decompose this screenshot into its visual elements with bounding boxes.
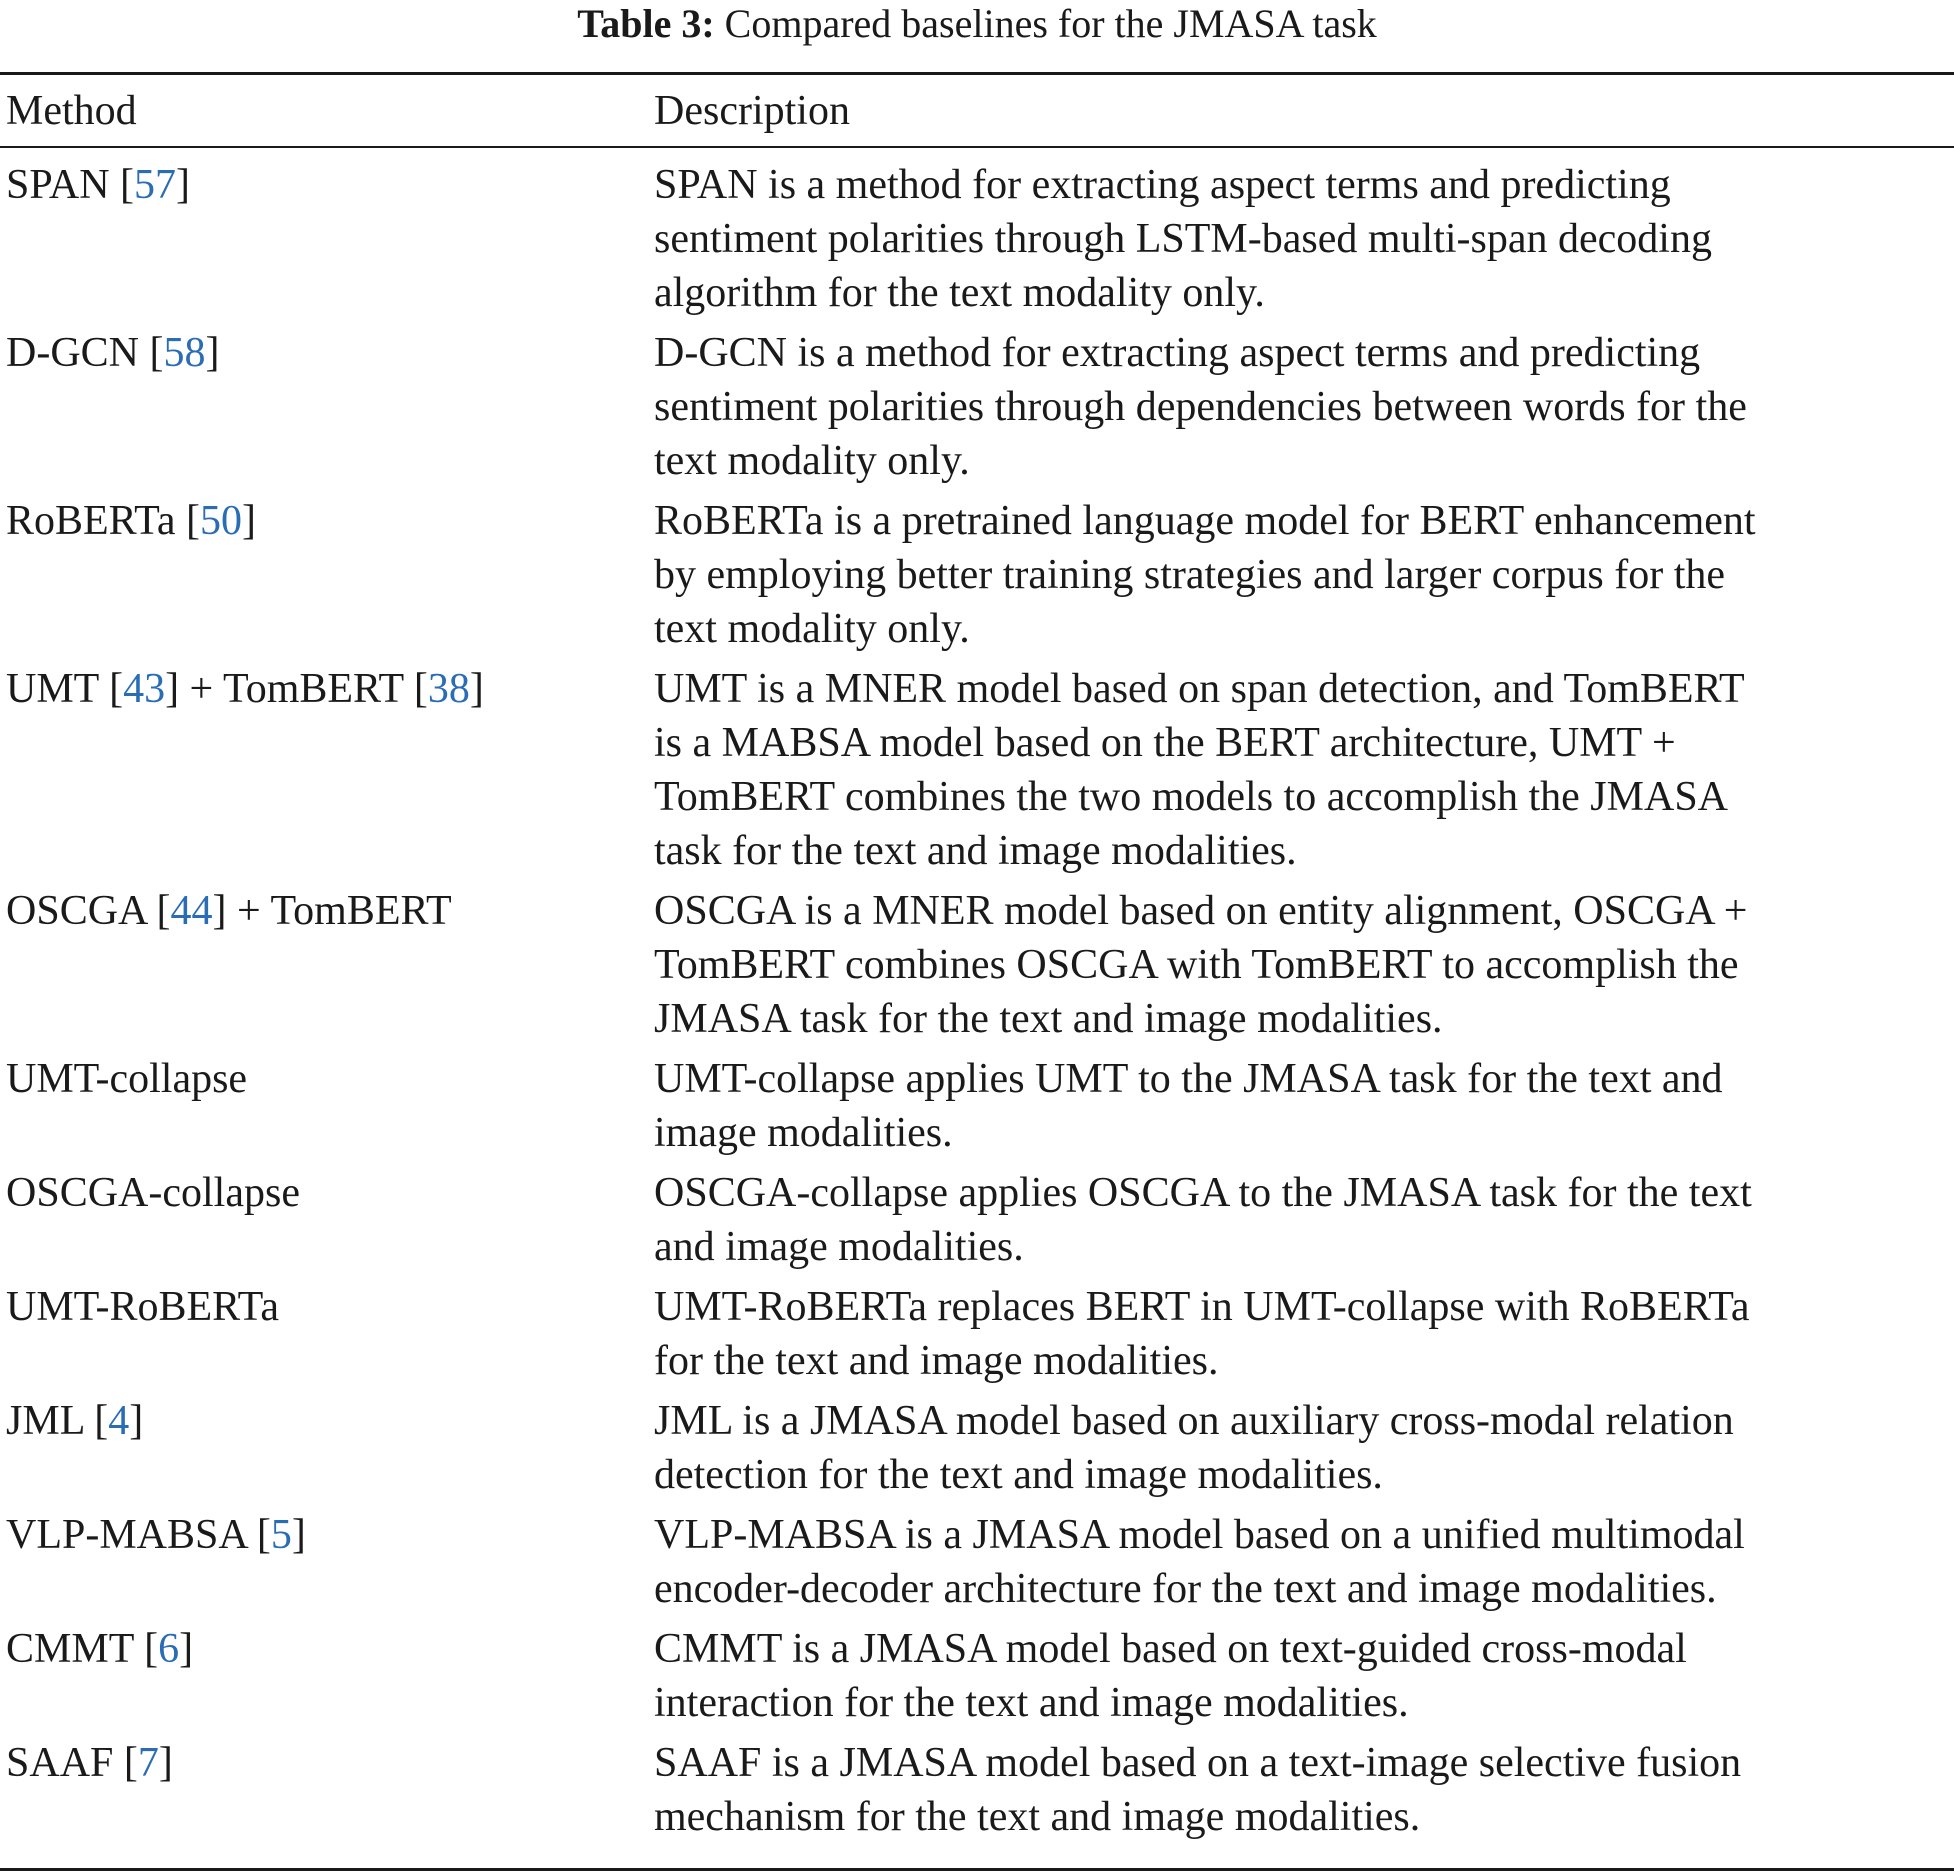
citation-link[interactable]: 50	[200, 498, 243, 544]
table-row	[0, 662, 1954, 878]
method-name: JML [	[6, 1398, 109, 1444]
description-cell	[654, 1508, 1954, 1616]
description-line: and image modalities.	[654, 1224, 1024, 1270]
method-name: ] + TomBERT [	[165, 666, 428, 712]
description-line: encoder-decoder architecture for the text and image modalities.	[654, 1566, 1717, 1612]
method-cell	[6, 494, 646, 548]
header-rule	[0, 146, 1954, 148]
table-header	[0, 82, 1954, 140]
method-cell	[6, 1508, 646, 1562]
method-name: OSCGA [	[6, 888, 171, 934]
description-cell	[654, 326, 1954, 488]
table-label: Table 3:	[577, 1, 715, 46]
method-name: SPAN [	[6, 162, 135, 208]
description-line: OSCGA-collapse applies OSCGA to the JMASA task for the text	[654, 1170, 1752, 1216]
description-line: CMMT is a JMASA model based on text-guided cross-modal	[654, 1626, 1687, 1672]
description-line: SAAF is a JMASA model based on a text-image selective fusion	[654, 1740, 1742, 1786]
description-line: sentiment polarities through dependencies between words for the	[654, 384, 1747, 430]
top-rule	[0, 72, 1954, 75]
method-name: UMT-collapse	[6, 1056, 248, 1102]
method-name: D-GCN [	[6, 330, 164, 376]
method-name: ]	[158, 1740, 173, 1786]
description-line: UMT-RoBERTa replaces BERT in UMT-collapse with RoBERTa	[654, 1284, 1750, 1330]
citation-link[interactable]: 38	[427, 666, 470, 712]
citation-link[interactable]: 58	[163, 330, 206, 376]
description-line: RoBERTa is a pretrained language model for BERT enhancement	[654, 498, 1756, 544]
description-line: interaction for the text and image modalities.	[654, 1680, 1409, 1726]
description-line: for the text and image modalities.	[654, 1338, 1219, 1384]
table-row	[0, 494, 1954, 656]
method-cell	[6, 1166, 646, 1220]
method-name: UMT-RoBERTa	[6, 1284, 279, 1330]
description-cell	[654, 884, 1954, 1046]
method-name: SAAF [	[6, 1740, 138, 1786]
citation-link[interactable]: 57	[134, 162, 177, 208]
method-cell	[6, 158, 646, 212]
citation-link[interactable]: 7	[137, 1740, 159, 1786]
table-caption	[0, 0, 1954, 52]
description-line: by employing better training strategies and larger corpus for the	[654, 552, 1726, 598]
description-line: image modalities.	[654, 1110, 953, 1156]
method-cell	[6, 662, 646, 716]
method-cell	[6, 1622, 646, 1676]
method-name: ]	[176, 162, 191, 208]
citation-link[interactable]: 4	[108, 1398, 130, 1444]
header-description: Description	[654, 88, 850, 134]
description-line: OSCGA is a MNER model based on entity alignment, OSCGA +	[654, 888, 1748, 934]
description-cell	[654, 158, 1954, 320]
description-cell	[654, 494, 1954, 656]
citation-link[interactable]: 5	[270, 1512, 292, 1558]
method-cell	[6, 884, 646, 938]
method-name: ] + TomBERT	[212, 888, 452, 934]
description-cell	[654, 1280, 1954, 1388]
description-line: VLP-MABSA is a JMASA model based on a unified multimodal	[654, 1512, 1745, 1558]
table-row	[0, 1166, 1954, 1274]
citation-link[interactable]: 43	[123, 666, 166, 712]
method-name: ]	[129, 1398, 144, 1444]
method-name: OSCGA-collapse	[6, 1170, 300, 1216]
method-name: ]	[291, 1512, 306, 1558]
description-line: JMASA task for the text and image modalities.	[654, 996, 1443, 1042]
description-line: is a MABSA model based on the BERT architecture, UMT +	[654, 720, 1676, 766]
method-name: RoBERTa [	[6, 498, 201, 544]
description-line: UMT-collapse applies UMT to the JMASA task for the text and	[654, 1056, 1723, 1102]
table-row	[0, 158, 1954, 320]
method-name: UMT [	[6, 666, 124, 712]
description-line: algorithm for the text modality only.	[654, 270, 1265, 316]
description-line: text modality only.	[654, 606, 970, 652]
method-name: ]	[469, 666, 484, 712]
method-name: VLP-MABSA [	[6, 1512, 271, 1558]
method-name: CMMT [	[6, 1626, 159, 1672]
method-name: ]	[205, 330, 220, 376]
method-name: ]	[179, 1626, 194, 1672]
description-line: UMT is a MNER model based on span detection, and TomBERT	[654, 666, 1745, 712]
description-line: TomBERT combines the two models to accomplish the JMASA	[654, 774, 1729, 820]
description-cell	[654, 1052, 1954, 1160]
header-method: Method	[6, 88, 137, 134]
description-line: text modality only.	[654, 438, 970, 484]
table-row	[0, 1622, 1954, 1730]
description-line: sentiment polarities through LSTM-based multi-span decoding	[654, 216, 1712, 262]
description-line: mechanism for the text and image modalities.	[654, 1794, 1421, 1840]
description-cell	[654, 1394, 1954, 1502]
table-row	[0, 1280, 1954, 1388]
description-line: D-GCN is a method for extracting aspect terms and predicting	[654, 330, 1701, 376]
description-cell	[654, 1622, 1954, 1730]
description-line: TomBERT combines OSCGA with TomBERT to accomplish the	[654, 942, 1739, 988]
method-cell	[6, 1052, 646, 1106]
citation-link[interactable]: 44	[170, 888, 213, 934]
method-name: ]	[242, 498, 257, 544]
method-cell	[6, 1394, 646, 1448]
description-line: task for the text and image modalities.	[654, 828, 1297, 874]
table-row	[0, 884, 1954, 1046]
table-row	[0, 1508, 1954, 1616]
description-line: SPAN is a method for extracting aspect terms and predicting	[654, 162, 1671, 208]
description-line: JML is a JMASA model based on auxiliary cross-modal relation	[654, 1398, 1734, 1444]
description-line: detection for the text and image modalities.	[654, 1452, 1383, 1498]
citation-link[interactable]: 6	[158, 1626, 180, 1672]
description-cell	[654, 662, 1954, 878]
table-row	[0, 1736, 1954, 1844]
description-cell	[654, 1736, 1954, 1844]
table-row	[0, 1394, 1954, 1502]
bottom-rule	[0, 1868, 1954, 1871]
table-body	[0, 158, 1954, 1850]
description-cell	[654, 1166, 1954, 1274]
method-cell	[6, 1736, 646, 1790]
table-row	[0, 326, 1954, 488]
method-cell	[6, 326, 646, 380]
table-row	[0, 1052, 1954, 1160]
table-caption-text: Compared baselines for the JMASA task	[724, 1, 1377, 46]
method-cell	[6, 1280, 646, 1334]
